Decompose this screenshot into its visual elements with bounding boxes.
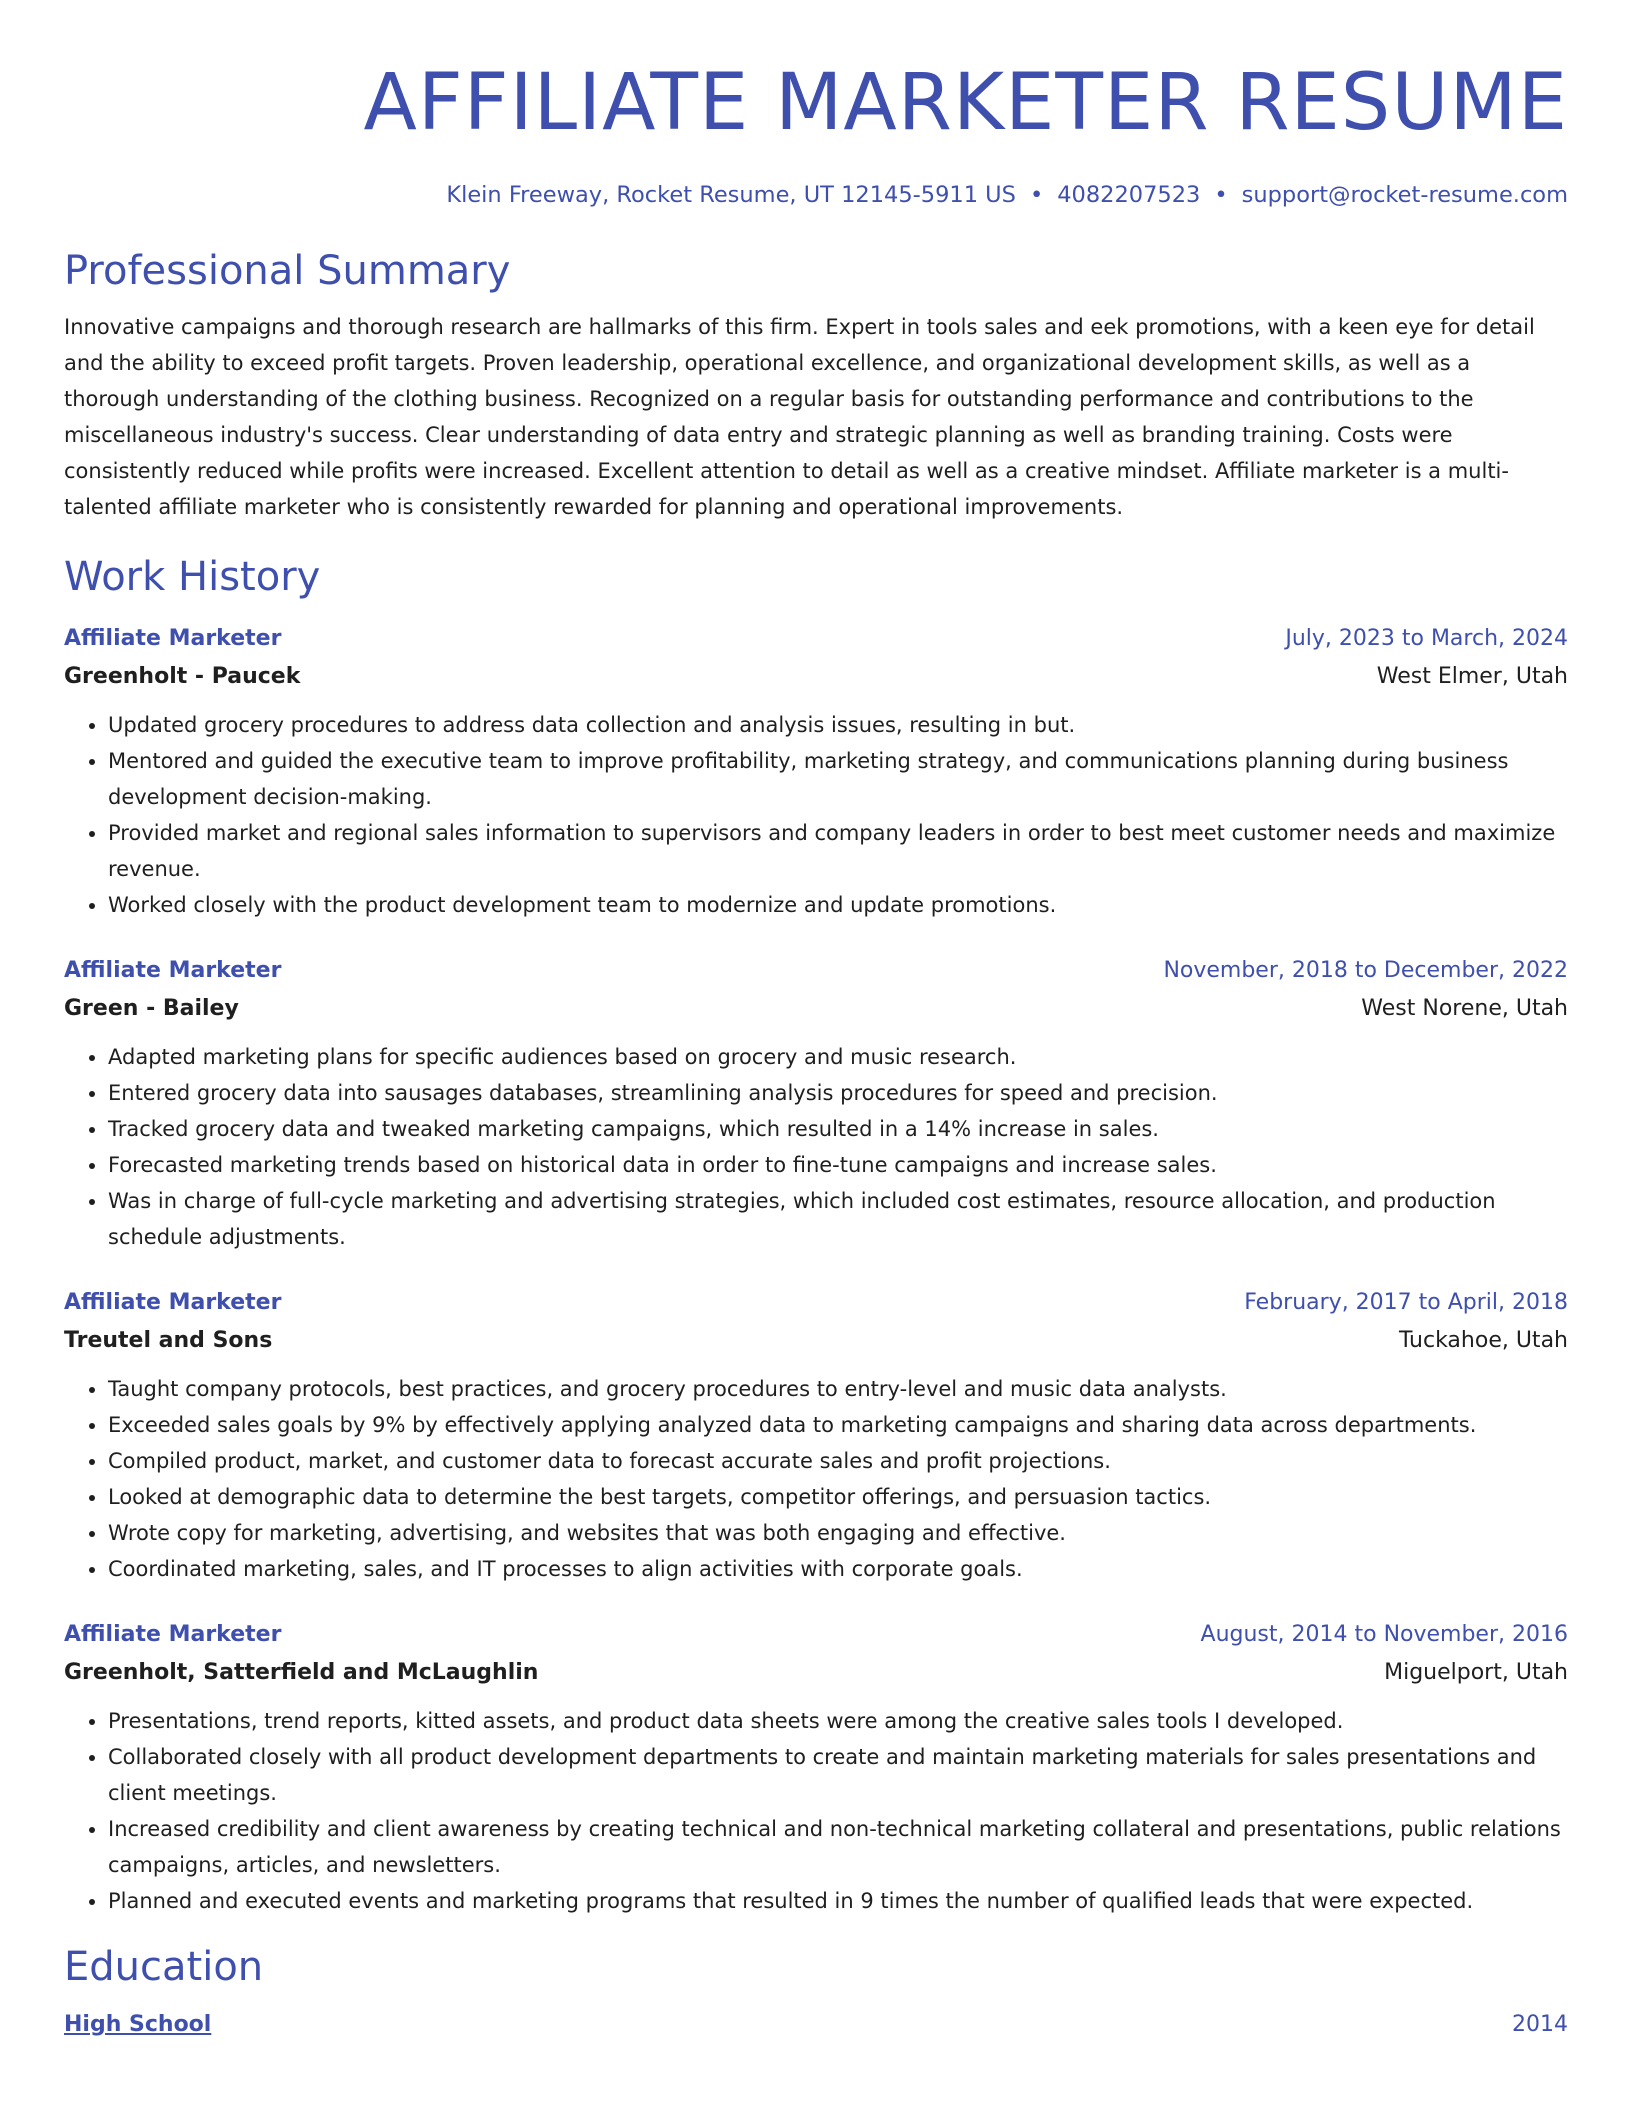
job-title: Affiliate Marketer	[64, 1622, 282, 1647]
contact-line	[64, 179, 1568, 211]
job-bullet: • Entered grocery data into sausages databases, streamlining analysis procedures for speed and precision.	[108, 1075, 1568, 1111]
job-bullet: • Updated grocery procedures to address data collection and analysis issues, resulting in but.	[108, 707, 1568, 743]
job-bullet: • Worked closely with the product development team to modernize and update promotions.	[108, 887, 1568, 923]
resume-title: AFFILIATE MARKETER RESUME	[363, 58, 1568, 148]
job-company: Treutel and Sons	[64, 1328, 273, 1353]
contact-email[interactable]: support@rocket-resume.com	[1241, 182, 1568, 208]
job-entry	[64, 1617, 1568, 1919]
education-year: 2014	[1512, 2012, 1568, 2037]
job-bullet: • Tracked grocery data and tweaked marketing campaigns, which resulted in a 14% increase in sales.	[108, 1111, 1568, 1147]
job-location: Tuckahoe, Utah	[1398, 1328, 1568, 1353]
job-bullet: • Wrote copy for marketing, advertising, and websites that was both engaging and effective.	[108, 1515, 1568, 1551]
job-bullet: • Looked at demographic data to determine the best targets, competitor offerings, and persuasion tactics.	[108, 1479, 1568, 1515]
job-bullet: • Mentored and guided the executive team to improve profitability, marketing strategy, and communications planning during business development decision-making.	[108, 743, 1568, 815]
job-dates: July, 2023 to March, 2024	[1285, 626, 1568, 651]
job-company-row	[64, 989, 1568, 1029]
job-entry	[64, 953, 1568, 1255]
job-bullet: • Exceeded sales goals by 9% by effectively applying analyzed data to marketing campaigns and sharing data across departments.	[108, 1407, 1568, 1443]
job-title: Affiliate Marketer	[64, 958, 282, 983]
job-bullet: • Adapted marketing plans for specific audiences based on grocery and music research.	[108, 1039, 1568, 1075]
job-bullet: • Planned and executed events and marketing programs that resulted in 9 times the number of qualified leads that were expected.	[108, 1883, 1568, 1919]
resume-header	[64, 55, 1568, 211]
job-company-row	[64, 1653, 1568, 1693]
job-bullet: • Taught company protocols, best practices, and grocery procedures to entry-level and music data analysts.	[108, 1371, 1568, 1407]
work-history-list	[64, 621, 1568, 1919]
job-bullet: • Forecasted marketing trends based on historical data in order to fine-tune campaigns and increase sales.	[108, 1147, 1568, 1183]
job-company: Green - Bailey	[64, 996, 239, 1021]
job-header-row	[64, 1617, 1568, 1653]
job-location: Miguelport, Utah	[1384, 1660, 1568, 1685]
summary-heading: Professional Summary	[64, 248, 511, 294]
job-company: Greenholt, Satterfield and McLaughlin	[64, 1660, 539, 1685]
job-company-row	[64, 1321, 1568, 1361]
job-bullet: • Presentations, trend reports, kitted assets, and product data sheets were among the creative sales tools I developed.	[108, 1703, 1568, 1739]
contact-address: Klein Freeway, Rocket Resume, UT 12145-5911 US	[446, 182, 1016, 208]
separator-dot: •	[1214, 182, 1228, 208]
job-dates: November, 2018 to December, 2022	[1163, 958, 1568, 983]
job-bullet-list	[64, 707, 1568, 923]
contact-phone: 4082207523	[1057, 182, 1201, 208]
job-bullet-list	[64, 1039, 1568, 1255]
education-degree: High School	[64, 2012, 212, 2037]
summary-text: Innovative campaigns and thorough research are hallmarks of this firm. Expert in tools sales and eek promotions, with a keen eye for detail and the ability to exceed profit targets. Proven leadership, operational excellence, and organizational development skills, as well as a thorough understanding of the clothing business. Recognized on a regular basis for outstanding performance and contributions to the miscellaneous industry's success. Clear understanding of data entry and strategic planning as well as branding training. Costs were consistently reduced while profits were increased. Excellent attention to detail as well as a creative mindset. Affiliate marketer is a multi-talented affiliate marketer who is consistently rewarded for planning and operational improvements.	[64, 315, 1535, 519]
job-header-row	[64, 953, 1568, 989]
job-entry	[64, 1285, 1568, 1587]
job-header-row	[64, 621, 1568, 657]
job-bullet-list	[64, 1371, 1568, 1587]
job-title: Affiliate Marketer	[64, 1290, 282, 1315]
job-bullet: • Was in charge of full-cycle marketing and advertising strategies, which included cost estimates, resource allocation, and production schedule adjustments.	[108, 1183, 1568, 1255]
work-history-heading: Work History	[64, 554, 321, 600]
job-bullet: • Collaborated closely with all product development departments to create and maintain marketing materials for sales presentations and client meetings.	[108, 1739, 1568, 1811]
job-bullet: • Compiled product, market, and customer data to forecast accurate sales and profit projections.	[108, 1443, 1568, 1479]
job-company-row	[64, 657, 1568, 697]
job-dates: August, 2014 to November, 2016	[1200, 1622, 1568, 1647]
education-heading: Education	[64, 1944, 264, 1990]
job-location: West Norene, Utah	[1361, 996, 1568, 1021]
job-company: Greenholt - Paucek	[64, 664, 301, 689]
separator-dot: •	[1029, 182, 1044, 208]
job-bullet-list	[64, 1703, 1568, 1919]
job-bullet: • Provided market and regional sales information to supervisors and company leaders in order to best meet customer needs and maximize revenue.	[108, 815, 1568, 887]
education-entry	[64, 2007, 1568, 2043]
job-entry	[64, 621, 1568, 923]
job-location: West Elmer, Utah	[1376, 664, 1568, 689]
job-title: Affiliate Marketer	[64, 626, 282, 651]
job-header-row	[64, 1285, 1568, 1321]
job-bullet: • Coordinated marketing, sales, and IT processes to align activities with corporate goals.	[108, 1551, 1568, 1587]
job-bullet: • Increased credibility and client awareness by creating technical and non-technical marketing collateral and presentations, public relations campaigns, articles, and newsletters.	[108, 1811, 1568, 1883]
job-dates: February, 2017 to April, 2018	[1244, 1290, 1568, 1315]
